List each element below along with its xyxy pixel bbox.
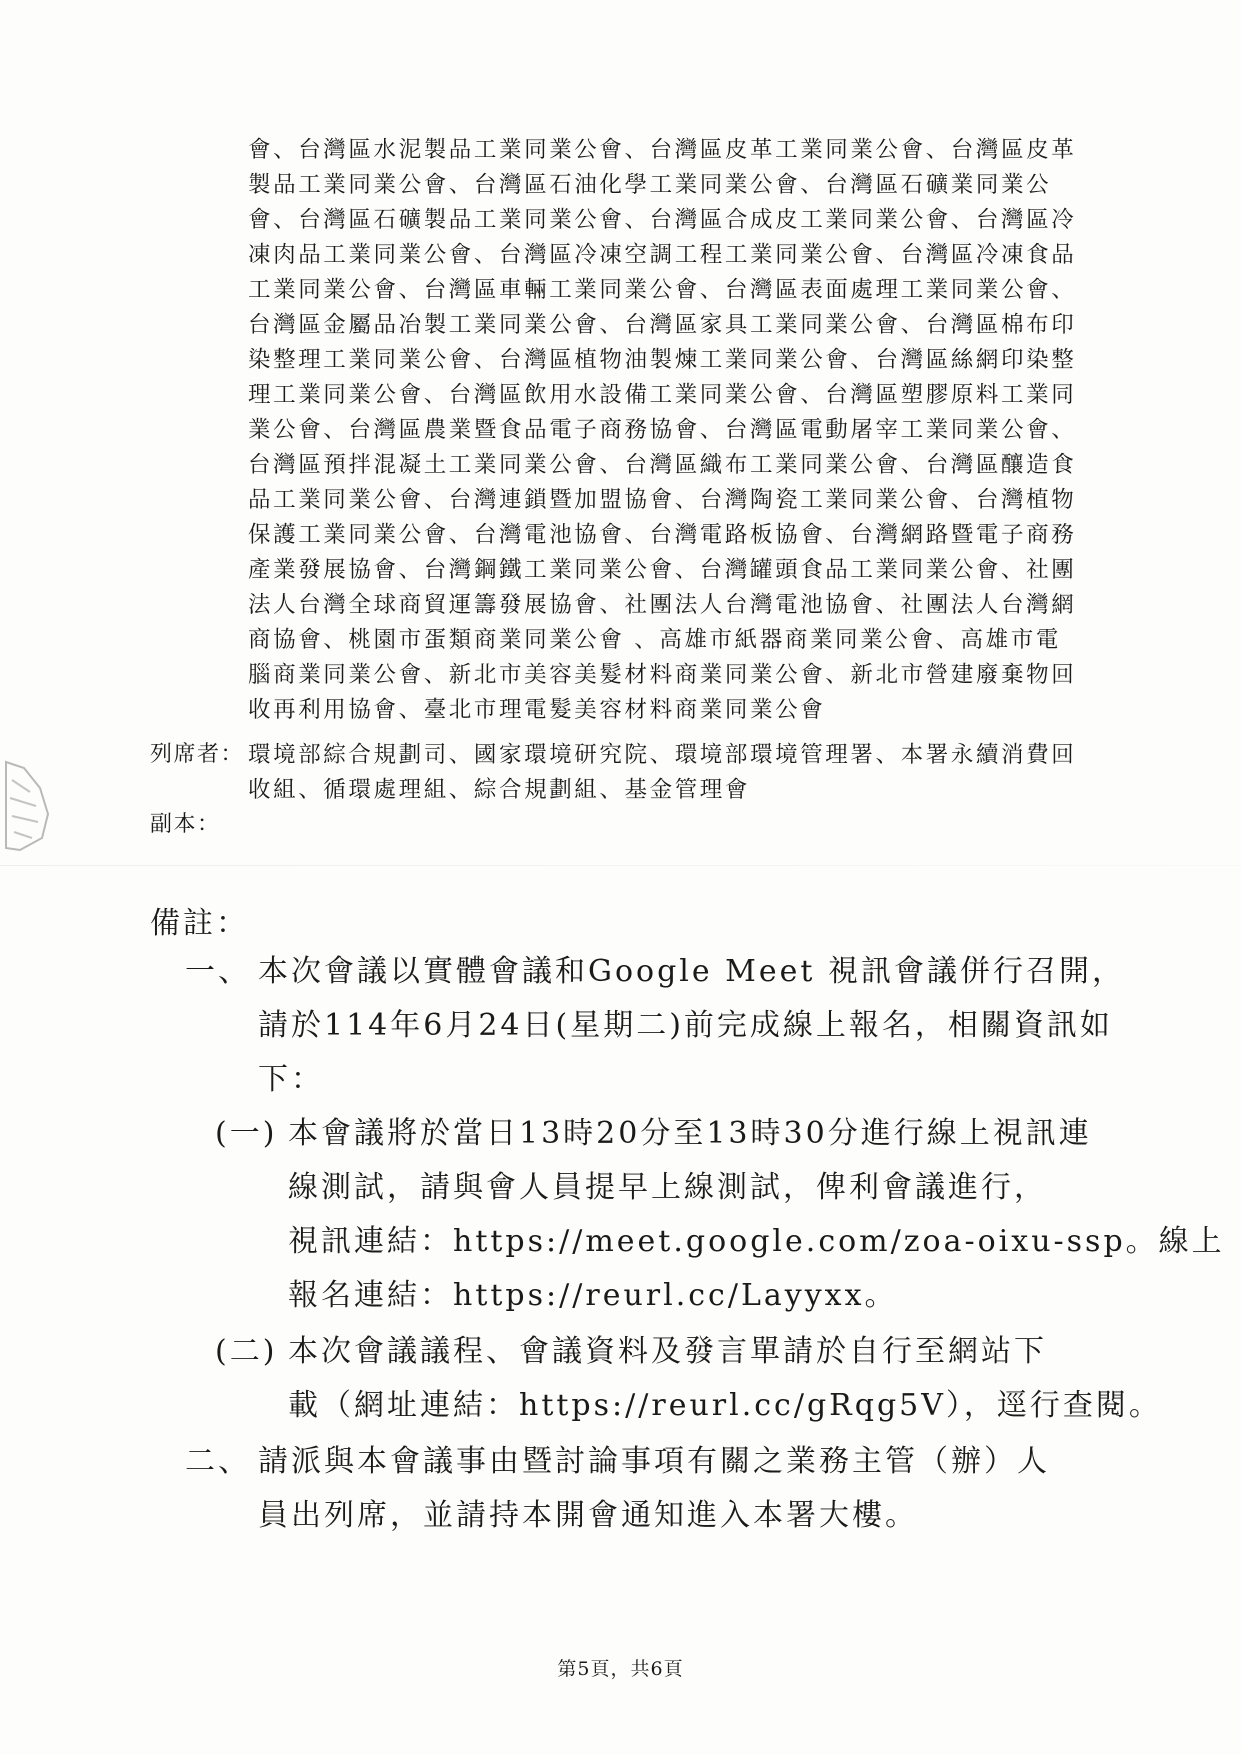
attendee-line: 保護工業同業公會、台灣電池協會、台灣電路板協會、台灣網路暨電子商務 bbox=[248, 522, 1077, 548]
note-item-number: 一、 bbox=[185, 954, 251, 989]
stamp-mark-icon bbox=[0, 758, 56, 854]
attendee-line: 業公會、台灣區農業暨食品電子商務協會、台灣區電動屠宰工業同業公會、 bbox=[248, 417, 1077, 443]
fold-line bbox=[0, 865, 1241, 866]
observers-label: 列席者： bbox=[150, 742, 245, 767]
attendee-line: 腦商業同業公會、新北市美容美髮材料商業同業公會、新北市營建廢棄物回 bbox=[248, 662, 1077, 688]
note-item-line: 員出列席，並請持本開會通知進入本署大樓。 bbox=[258, 1498, 918, 1533]
attendee-line: 法人台灣全球商貿運籌發展協會、社團法人台灣電池協會、社團法人台灣網 bbox=[248, 592, 1077, 618]
attendee-line: 理工業同業公會、台灣區飲用水設備工業同業公會、台灣區塑膠原料工業同 bbox=[248, 382, 1077, 408]
attendee-line: 產業發展協會、台灣鋼鐵工業同業公會、台灣罐頭食品工業同業公會、社團 bbox=[248, 557, 1077, 583]
notes-title: 備註： bbox=[150, 906, 249, 941]
attendee-line: 凍肉品工業同業公會、台灣區冷凍空調工程工業同業公會、台灣區冷凍食品 bbox=[248, 242, 1077, 268]
observers-line: 環境部綜合規劃司、國家環境研究院、環境部環境管理署、本署永續消費回 bbox=[248, 742, 1077, 768]
note-subitem-line: 視訊連結：https://meet.google.com/zoa-oixu-ssp。線上 bbox=[288, 1224, 1225, 1259]
attendee-line: 台灣區預拌混凝土工業同業公會、台灣區織布工業同業公會、台灣區釀造食 bbox=[248, 452, 1077, 478]
note-subitem-line: 本會議將於當日13時20分至13時30分進行線上視訊連 bbox=[288, 1116, 1092, 1151]
attendee-line: 商協會、桃園市蛋類商業同業公會 、高雄市紙器商業同業公會、高雄市電 bbox=[248, 627, 1061, 653]
attendee-line: 品工業同業公會、台灣連鎖暨加盟協會、台灣陶瓷工業同業公會、台灣植物 bbox=[248, 487, 1077, 513]
note-subitem-line: 載（網址連結：https://reurl.cc/gRqg5V），逕行查閱。 bbox=[288, 1388, 1162, 1423]
attendee-line: 製品工業同業公會、台灣區石油化學工業同業公會、台灣區石礦業同業公 bbox=[248, 172, 1052, 198]
note-subitem-line: 線測試，請與會人員提早上線測試，俾利會議進行， bbox=[288, 1170, 1047, 1205]
attendee-line: 會、台灣區水泥製品工業同業公會、台灣區皮革工業同業公會、台灣區皮革 bbox=[248, 137, 1077, 163]
note-item-number: 二、 bbox=[185, 1444, 251, 1479]
attendee-line: 會、台灣區石礦製品工業同業公會、台灣區合成皮工業同業公會、台灣區冷 bbox=[248, 207, 1077, 233]
copy-label: 副本： bbox=[150, 812, 221, 837]
attendee-line: 染整理工業同業公會、台灣區植物油製煉工業同業公會、台灣區絲網印染整 bbox=[248, 347, 1077, 373]
note-subitem-line: 報名連結：https://reurl.cc/Layyxx。 bbox=[288, 1278, 898, 1313]
attendee-line: 台灣區金屬品冶製工業同業公會、台灣區家具工業同業公會、台灣區棉布印 bbox=[248, 312, 1077, 338]
note-subitem-line: 本次會議議程、會議資料及發言單請於自行至網站下 bbox=[288, 1334, 1047, 1369]
note-item-line: 下： bbox=[258, 1062, 324, 1097]
note-subitem-number: (二) bbox=[215, 1334, 278, 1369]
note-item-line: 請於114年6月24日(星期二)前完成線上報名，相關資訊如 bbox=[258, 1008, 1113, 1043]
note-item-line: 請派與本會議事由暨討論事項有關之業務主管（辦）人 bbox=[258, 1444, 1050, 1479]
observers-line: 收組、循環處理組、綜合規劃組、基金管理會 bbox=[248, 777, 751, 803]
attendee-line: 工業同業公會、台灣區車輛工業同業公會、台灣區表面處理工業同業公會、 bbox=[248, 277, 1077, 303]
page-number: 第5頁，共6頁 bbox=[557, 1658, 684, 1680]
note-item-line: 本次會議以實體會議和Google Meet 視訊會議併行召開， bbox=[258, 954, 1125, 989]
note-subitem-number: (一) bbox=[215, 1116, 278, 1151]
attendee-line: 收再利用協會、臺北市理電髮美容材料商業同業公會 bbox=[248, 697, 826, 723]
